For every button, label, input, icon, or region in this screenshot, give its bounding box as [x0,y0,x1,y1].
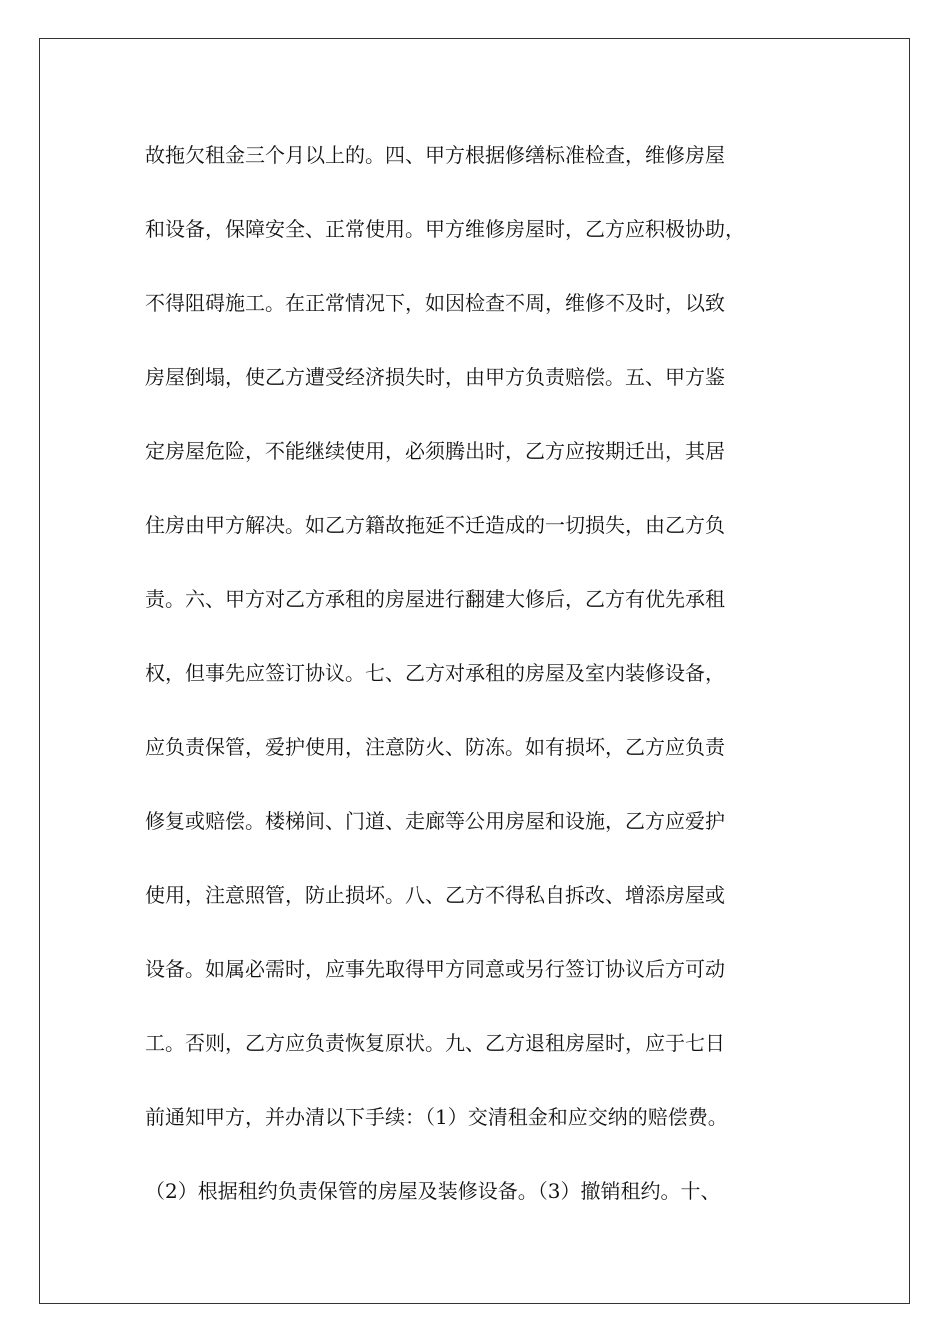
text-line-11: 使用，注意照管，防止损坏。八、乙方不得私自拆改、增添房屋或 [145,883,725,907]
text-line-9: 应负责保管，爱护使用，注意防火、防冻。如有损坏，乙方应负责 [145,735,725,759]
text-line-5: 定房屋危险，不能继续使用，必须腾出时，乙方应按期迁出，其居 [145,439,725,463]
text-line-3: 不得阻碍施工。在正常情况下，如因检查不周，维修不及时，以致 [145,291,725,315]
text-line-12: 设备。如属必需时，应事先取得甲方同意或另行签订协议后方可动 [145,957,725,981]
text-line-13: 工。否则，乙方应负责恢复原状。九、乙方退租房屋时，应于七日 [145,1031,725,1055]
document-body [145,118,815,1228]
text-line-14: 前通知甲方，并办清以下手续：（1）交清租金和应交纳的赔偿费。 [145,1105,728,1129]
text-line-7: 责。六、甲方对乙方承租的房屋进行翻建大修后，乙方有优先承租 [145,587,725,611]
text-line-1: 故拖欠租金三个月以上的。四、甲方根据修缮标准检查，维修房屋 [145,143,725,167]
text-line-8: 权，但事先应签订协议。七、乙方对承租的房屋及室内装修设备， [145,661,725,685]
text-line-6: 住房由甲方解决。如乙方籍故拖延不迁造成的一切损失，由乙方负 [145,513,725,537]
text-line-15: （2）根据租约负责保管的房屋及装修设备。（3）撤销租约。十、 [145,1179,721,1203]
text-line-4: 房屋倒塌，使乙方遭受经济损失时，由甲方负责赔偿。五、甲方鉴 [145,365,725,389]
text-line-10: 修复或赔偿。楼梯间、门道、走廊等公用房屋和设施，乙方应爱护 [145,809,725,833]
text-line-2: 和设备，保障安全、正常使用。甲方维修房屋时，乙方应积极协助， [145,217,745,241]
